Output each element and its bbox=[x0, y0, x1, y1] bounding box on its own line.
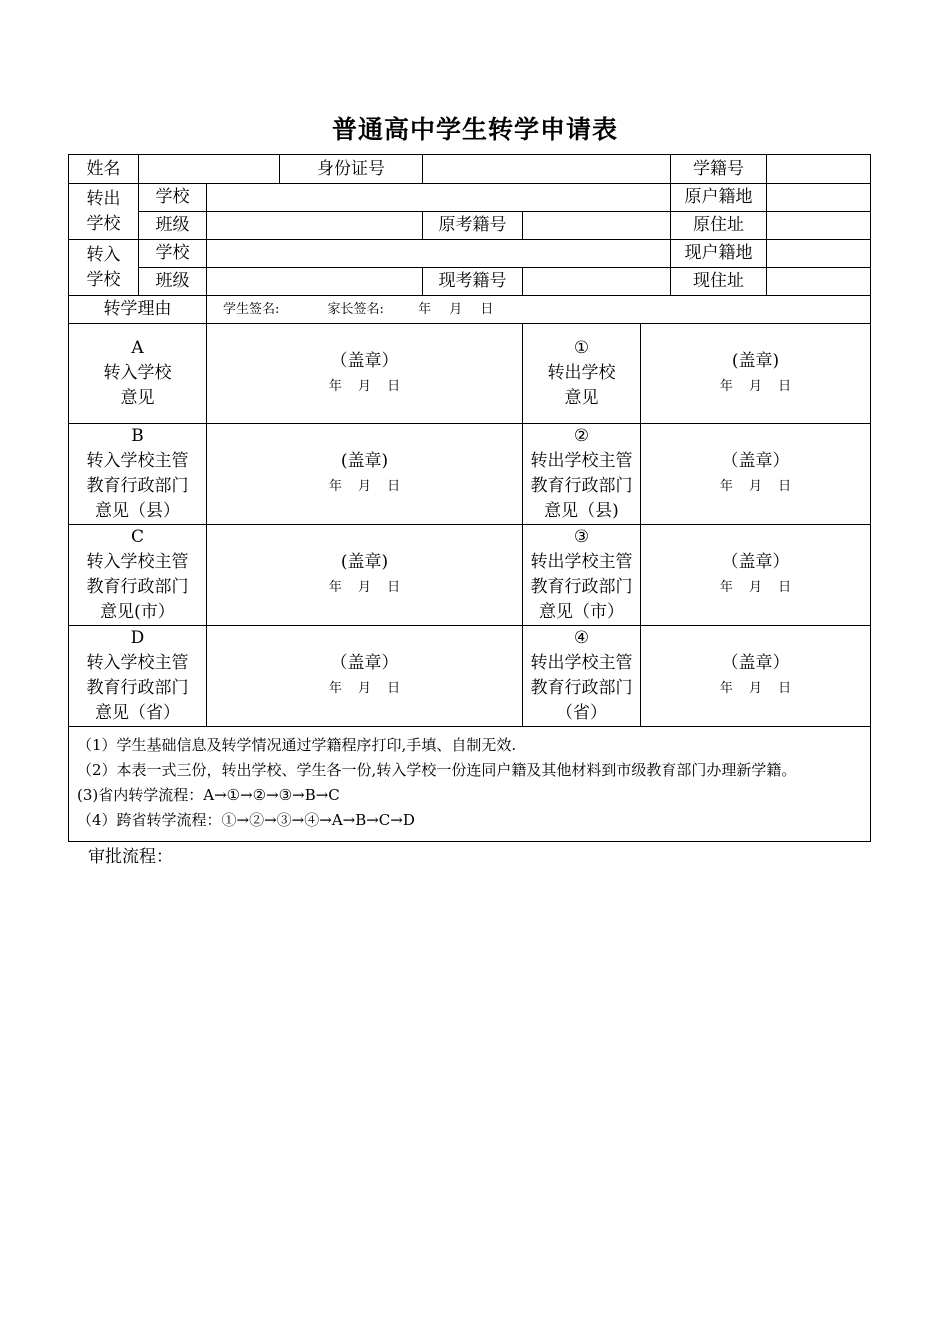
opinion-c-line3: 意见(市） bbox=[100, 602, 175, 622]
out-group-line1: 转出 bbox=[86, 188, 121, 209]
row-notes bbox=[69, 727, 871, 842]
out-hukou-label: 原户籍地 bbox=[671, 184, 767, 212]
out-school-field[interactable] bbox=[207, 184, 671, 212]
id-number-label: 身份证号 bbox=[280, 155, 423, 184]
in-exam-no-field[interactable] bbox=[523, 268, 671, 296]
student-sign-label: 学生签名: bbox=[223, 302, 280, 317]
opinion-1-line2: 意见 bbox=[564, 388, 599, 408]
note-3: (3)省内转学流程：A→①→②→③→B→C bbox=[77, 786, 340, 804]
opinion-d-line3: 意见（省） bbox=[95, 703, 180, 723]
stamp-date: 年 月 日 bbox=[328, 580, 401, 595]
stamp-date: 年 月 日 bbox=[328, 681, 401, 696]
opinion-4-line2: 教育行政部门 bbox=[530, 678, 633, 698]
in-group-line1: 转入 bbox=[86, 244, 121, 265]
opinion-b-label bbox=[69, 424, 207, 525]
opinion-1-field[interactable] bbox=[641, 324, 871, 424]
row-reason bbox=[69, 296, 871, 324]
note-1: （1）学生基础信息及转学情况通过学籍程序打印,手填、自制无效. bbox=[77, 736, 517, 754]
opinion-a-line2: 意见 bbox=[120, 388, 155, 408]
opinion-3-line3: 意见（市） bbox=[539, 602, 624, 622]
opinion-4-label bbox=[523, 626, 641, 727]
out-exam-no-field[interactable] bbox=[523, 212, 671, 240]
stamp-date: 年 月 日 bbox=[719, 681, 792, 696]
reason-label: 转学理由 bbox=[69, 296, 207, 324]
opinion-2-label bbox=[523, 424, 641, 525]
opinion-c-label bbox=[69, 525, 207, 626]
opinion-row-c bbox=[69, 525, 871, 626]
opinion-3-line1: 转出学校主管 bbox=[530, 552, 633, 572]
row-out-class bbox=[69, 212, 871, 240]
opinion-d-line1: 转入学校主管 bbox=[86, 653, 189, 673]
opinion-a-label bbox=[69, 324, 207, 424]
name-field[interactable] bbox=[139, 155, 280, 184]
opinion-3-label bbox=[523, 525, 641, 626]
form-title: 普通高中学生转学申请表 bbox=[331, 115, 618, 144]
opinion-c-mark: C bbox=[130, 527, 144, 547]
stamp-label: （盖章） bbox=[330, 653, 399, 673]
stamp-date: 年 月 日 bbox=[719, 378, 792, 394]
out-group-line2: 学校 bbox=[86, 213, 121, 234]
reason-date: 年 月 日 bbox=[418, 302, 494, 317]
opinion-a-mark: A bbox=[131, 338, 144, 358]
opinion-row-d bbox=[69, 626, 871, 727]
opinion-2-field[interactable] bbox=[641, 424, 871, 525]
opinion-3-line2: 教育行政部门 bbox=[530, 577, 633, 597]
out-address-label: 原住址 bbox=[671, 212, 767, 240]
opinion-4-line1: 转出学校主管 bbox=[530, 653, 633, 673]
opinion-4-field[interactable] bbox=[641, 626, 871, 727]
note-2: （2）本表一式三份，转出学校、学生各一份,转入学校一份连同户籍及其他材料到市级教育部门办理新学籍。 bbox=[77, 761, 797, 779]
stamp-date: 年 月 日 bbox=[719, 580, 792, 595]
stamp-label: （盖章） bbox=[721, 451, 790, 471]
notes-cell bbox=[69, 727, 871, 842]
transfer-application-table bbox=[68, 154, 871, 842]
opinion-2-line1: 转出学校主管 bbox=[530, 451, 633, 471]
parent-sign-label: 家长签名: bbox=[327, 302, 384, 317]
in-class-label: 班级 bbox=[139, 268, 207, 296]
in-exam-no-label: 现考籍号 bbox=[423, 268, 523, 296]
opinion-1-label bbox=[523, 324, 641, 424]
row-in-school bbox=[69, 240, 871, 268]
name-label: 姓名 bbox=[69, 155, 139, 184]
opinion-d-mark: D bbox=[130, 628, 145, 648]
opinion-b-line2: 教育行政部门 bbox=[86, 476, 189, 496]
in-hukou-label: 现户籍地 bbox=[671, 240, 767, 268]
stamp-label: (盖章) bbox=[731, 350, 780, 371]
stamp-label: （盖章） bbox=[721, 653, 790, 673]
stamp-label: (盖章) bbox=[340, 552, 389, 572]
out-address-field[interactable] bbox=[767, 212, 871, 240]
in-class-field[interactable] bbox=[207, 268, 423, 296]
opinion-c-line1: 转入学校主管 bbox=[86, 552, 189, 572]
opinion-d-line2: 教育行政部门 bbox=[86, 678, 189, 698]
in-school-field[interactable] bbox=[207, 240, 671, 268]
stamp-date: 年 月 日 bbox=[328, 378, 401, 394]
opinion-2-line2: 教育行政部门 bbox=[530, 476, 633, 496]
note-4: （4）跨省转学流程：①→②→③→④→A→B→C→D bbox=[77, 811, 415, 829]
stamp-date: 年 月 日 bbox=[328, 479, 401, 494]
stamp-label: （盖章） bbox=[721, 552, 790, 572]
opinion-2-line3: 意见（县) bbox=[544, 501, 619, 521]
opinion-b-line3: 意见（县） bbox=[95, 501, 180, 521]
row-out-school bbox=[69, 184, 871, 212]
opinion-a-line1: 转入学校 bbox=[103, 363, 172, 383]
approval-flow-label: 审批流程： bbox=[88, 847, 173, 867]
opinion-b-field[interactable] bbox=[207, 424, 523, 525]
opinion-a-field[interactable] bbox=[207, 324, 523, 424]
opinion-1-line1: 转出学校 bbox=[547, 363, 616, 383]
id-number-field[interactable] bbox=[423, 155, 671, 184]
opinion-3-mark: ③ bbox=[573, 527, 590, 547]
out-class-field[interactable] bbox=[207, 212, 423, 240]
out-hukou-field[interactable] bbox=[767, 184, 871, 212]
in-school-group-label bbox=[69, 240, 139, 296]
opinion-d-label bbox=[69, 626, 207, 727]
opinion-1-mark: ① bbox=[573, 338, 590, 358]
opinion-2-mark: ② bbox=[573, 426, 590, 446]
out-class-label: 班级 bbox=[139, 212, 207, 240]
opinion-3-field[interactable] bbox=[641, 525, 871, 626]
in-address-field[interactable] bbox=[767, 268, 871, 296]
student-number-field[interactable] bbox=[767, 155, 871, 184]
opinion-c-line2: 教育行政部门 bbox=[86, 577, 189, 597]
out-school-label: 学校 bbox=[139, 184, 207, 212]
out-exam-no-label: 原考籍号 bbox=[423, 212, 523, 240]
in-address-label: 现住址 bbox=[671, 268, 767, 296]
opinion-row-b bbox=[69, 424, 871, 525]
student-number-label: 学籍号 bbox=[671, 155, 767, 184]
in-hukou-field[interactable] bbox=[767, 240, 871, 268]
row-name bbox=[69, 155, 871, 184]
opinion-d-field[interactable] bbox=[207, 626, 523, 727]
in-group-line2: 学校 bbox=[86, 269, 121, 290]
stamp-date: 年 月 日 bbox=[719, 479, 792, 494]
opinion-4-mark: ④ bbox=[573, 628, 590, 648]
out-school-group-label bbox=[69, 184, 139, 240]
opinion-b-mark: B bbox=[131, 426, 144, 446]
in-school-label: 学校 bbox=[139, 240, 207, 268]
opinion-b-line1: 转入学校主管 bbox=[86, 451, 189, 471]
opinion-c-field[interactable] bbox=[207, 525, 523, 626]
row-in-class bbox=[69, 268, 871, 296]
stamp-label: （盖章） bbox=[330, 350, 399, 371]
reason-field[interactable] bbox=[207, 296, 871, 324]
opinion-4-line3: （省） bbox=[556, 703, 607, 723]
stamp-label: (盖章) bbox=[340, 451, 389, 471]
opinion-row-a bbox=[69, 324, 871, 424]
